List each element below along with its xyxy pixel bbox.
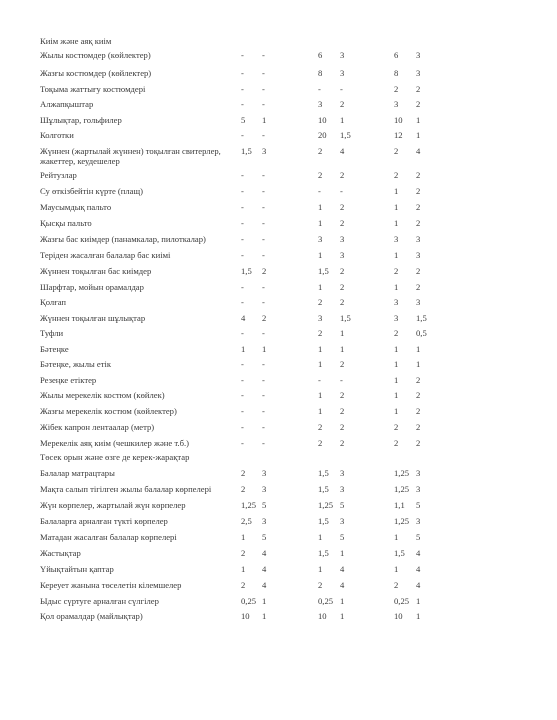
item-name: Жүннен тоқылған бас киімдер <box>40 266 152 276</box>
item-name: Теріден жасалған балалар бас киімі <box>40 250 171 260</box>
value-cell: - <box>241 99 244 109</box>
value-cell: 1,25 <box>394 468 410 478</box>
item-name: Маусымдық пальто <box>40 202 112 212</box>
value-cell: 1 <box>416 359 421 369</box>
value-cell: 3 <box>394 313 399 323</box>
value-cell: 2 <box>241 580 246 590</box>
item-name: Тоқыма жаттығу костюмдері <box>40 84 146 94</box>
value-cell: 2 <box>416 266 421 276</box>
value-cell: - <box>241 359 244 369</box>
value-cell: 3 <box>340 50 345 60</box>
item-name: Бәтеңке <box>40 344 69 354</box>
item-name: Туфли <box>40 328 64 338</box>
value-cell: - <box>241 218 244 228</box>
value-cell: 3 <box>340 234 345 244</box>
value-cell: 1 <box>394 359 399 369</box>
value-cell: - <box>262 99 265 109</box>
value-cell: 1 <box>394 375 399 385</box>
value-cell: 1,1 <box>394 500 405 510</box>
value-cell: 1 <box>241 564 246 574</box>
section-title: Киім және аяқ киім <box>40 36 112 46</box>
value-cell: 2 <box>416 202 421 212</box>
value-cell: 0,25 <box>394 596 410 606</box>
value-cell: 1 <box>416 611 421 621</box>
value-cell: 1,5 <box>318 468 329 478</box>
value-cell: 2 <box>318 580 323 590</box>
value-cell: 1 <box>394 532 399 542</box>
value-cell: - <box>262 84 265 94</box>
value-cell: 2 <box>318 422 323 432</box>
value-cell: 1,5 <box>340 130 351 140</box>
value-cell: - <box>241 438 244 448</box>
value-cell: 4 <box>416 580 421 590</box>
value-cell: 6 <box>318 50 323 60</box>
value-cell: 2 <box>262 266 267 276</box>
item-name: Жазғы мерекелік костюм (көйлектер) <box>40 406 177 416</box>
value-cell: 3 <box>394 297 399 307</box>
value-cell: - <box>241 50 244 60</box>
value-cell: 3 <box>262 468 267 478</box>
value-cell: 2,5 <box>241 516 252 526</box>
value-cell: 3 <box>416 250 421 260</box>
item-name: Колготки <box>40 130 74 140</box>
value-cell: 2 <box>340 218 345 228</box>
value-cell: 1,25 <box>394 516 410 526</box>
value-cell: 3 <box>394 234 399 244</box>
value-cell: 4 <box>416 564 421 574</box>
item-name: Жазғы костюмдер (көйлектер) <box>40 68 152 78</box>
value-cell: 1 <box>318 390 323 400</box>
value-cell: 5 <box>416 500 421 510</box>
item-name: Шарфтар, мойын орамалдар <box>40 282 144 292</box>
value-cell: - <box>241 390 244 400</box>
value-cell: 1 <box>394 202 399 212</box>
value-cell: - <box>241 406 244 416</box>
value-cell: 8 <box>394 68 399 78</box>
value-cell: - <box>241 297 244 307</box>
value-cell: 2 <box>416 170 421 180</box>
value-cell: 1 <box>318 564 323 574</box>
value-cell: 4 <box>416 548 421 558</box>
value-cell: 1 <box>394 250 399 260</box>
value-cell: 2 <box>318 297 323 307</box>
value-cell: 1 <box>340 344 345 354</box>
value-cell: - <box>241 282 244 292</box>
value-cell: 1 <box>394 186 399 196</box>
value-cell: 2 <box>416 390 421 400</box>
value-cell: - <box>262 186 265 196</box>
value-cell: 1 <box>262 344 267 354</box>
value-cell: 10 <box>318 611 327 621</box>
value-cell: 6 <box>394 50 399 60</box>
item-name: Резеңке етіктер <box>40 375 97 385</box>
value-cell: - <box>262 359 265 369</box>
item-name: Ыдыс сүртуге арналған сүлгілер <box>40 596 159 606</box>
value-cell: 2 <box>416 99 421 109</box>
value-cell: 2 <box>241 468 246 478</box>
item-name: Жылы костюмдер (көйлектер) <box>40 50 151 60</box>
value-cell: 2 <box>340 170 345 180</box>
value-cell: - <box>241 84 244 94</box>
value-cell: 2 <box>340 202 345 212</box>
value-cell: 0,25 <box>318 596 334 606</box>
item-name: Мерекелік аяқ киім (чешкилер және т.б.) <box>40 438 189 448</box>
value-cell: 1 <box>318 218 323 228</box>
item-name: Бәтеңке, жылы етік <box>40 359 112 369</box>
value-cell: 3 <box>262 516 267 526</box>
value-cell: 5 <box>241 115 246 125</box>
value-cell: - <box>262 438 265 448</box>
value-cell: 10 <box>318 115 327 125</box>
value-cell: 3 <box>318 234 323 244</box>
value-cell: - <box>262 406 265 416</box>
value-cell: - <box>262 282 265 292</box>
value-cell: 1,5 <box>241 266 252 276</box>
value-cell: 1 <box>340 611 345 621</box>
value-cell: 1 <box>394 282 399 292</box>
value-cell: - <box>241 422 244 432</box>
section-title: Төсек орын және өзге де керек-жарақтар <box>40 452 190 462</box>
value-cell: 4 <box>262 548 267 558</box>
item-name: Жүн көрпелер, жартылай жүн көрпелер <box>40 500 186 510</box>
value-cell: 1,5 <box>318 516 329 526</box>
value-cell: 1 <box>416 115 421 125</box>
value-cell: 10 <box>241 611 250 621</box>
value-cell: 2 <box>416 84 421 94</box>
value-cell: 1 <box>262 596 267 606</box>
value-cell: - <box>262 130 265 140</box>
value-cell: 2 <box>340 266 345 276</box>
value-cell: - <box>262 328 265 338</box>
item-name: Алжапқыштар <box>40 99 94 109</box>
value-cell: 2 <box>241 484 246 494</box>
value-cell: 1 <box>394 390 399 400</box>
value-cell: 4 <box>262 580 267 590</box>
value-cell: 5 <box>416 532 421 542</box>
value-cell: - <box>241 68 244 78</box>
value-cell: 2 <box>340 390 345 400</box>
value-cell: 2 <box>340 297 345 307</box>
value-cell: 1 <box>318 344 323 354</box>
value-cell: 2 <box>394 422 399 432</box>
value-cell: 0,5 <box>416 328 427 338</box>
value-cell: - <box>241 375 244 385</box>
value-cell: 3 <box>416 484 421 494</box>
value-cell: 4 <box>340 564 345 574</box>
item-name: Су өткізбейтін күрте (плащ) <box>40 186 143 196</box>
item-name: Жібек капрон лентаалар (метр) <box>40 422 155 432</box>
value-cell: 1,25 <box>241 500 257 510</box>
value-cell: 3 <box>340 250 345 260</box>
value-cell: - <box>262 375 265 385</box>
value-cell: 3 <box>394 99 399 109</box>
value-cell: 4 <box>340 146 345 156</box>
value-cell: 1 <box>241 532 246 542</box>
value-cell: 3 <box>340 484 345 494</box>
value-cell: 1,5 <box>416 313 427 323</box>
value-cell: - <box>262 218 265 228</box>
value-cell: 1 <box>394 218 399 228</box>
value-cell: 1,25 <box>318 500 334 510</box>
value-cell: 2 <box>394 328 399 338</box>
value-cell: 1,5 <box>340 313 351 323</box>
item-name: Матадан жасалған балалар көрпелері <box>40 532 177 542</box>
value-cell: 3 <box>340 516 345 526</box>
item-name: Жастықтар <box>40 548 81 558</box>
value-cell: - <box>318 186 321 196</box>
value-cell: 1 <box>318 532 323 542</box>
value-cell: 1,5 <box>394 548 405 558</box>
item-name: Қол орамалдар (майлықтар) <box>40 611 143 621</box>
value-cell: 1,25 <box>394 484 410 494</box>
value-cell: 1,5 <box>241 146 252 156</box>
value-cell: 2 <box>416 282 421 292</box>
value-cell: 3 <box>416 234 421 244</box>
value-cell: 1 <box>394 344 399 354</box>
value-cell: 4 <box>262 564 267 574</box>
value-cell: 1 <box>318 202 323 212</box>
value-cell: 2 <box>416 422 421 432</box>
value-cell: 2 <box>340 438 345 448</box>
value-cell: 2 <box>394 438 399 448</box>
value-cell: 4 <box>416 146 421 156</box>
value-cell: - <box>318 84 321 94</box>
value-cell: 1,5 <box>318 266 329 276</box>
value-cell: - <box>262 234 265 244</box>
value-cell: 4 <box>241 313 246 323</box>
value-cell: 2 <box>416 218 421 228</box>
item-name: Жазғы бас киімдер (панамкалар, пилоткалар) <box>40 234 206 244</box>
value-cell: 2 <box>318 146 323 156</box>
value-cell: 1 <box>241 344 246 354</box>
value-cell: 3 <box>318 313 323 323</box>
value-cell: 2 <box>394 266 399 276</box>
value-cell: 1 <box>416 130 421 140</box>
value-cell: 1,5 <box>318 548 329 558</box>
value-cell: 1 <box>416 596 421 606</box>
value-cell: 1 <box>318 250 323 260</box>
value-cell: 1 <box>262 115 267 125</box>
value-cell: 3 <box>262 484 267 494</box>
value-cell: 2 <box>394 170 399 180</box>
value-cell: 3 <box>340 468 345 478</box>
value-cell: - <box>262 68 265 78</box>
value-cell: 1 <box>416 344 421 354</box>
value-cell: 3 <box>416 516 421 526</box>
value-cell: 12 <box>394 130 403 140</box>
value-cell: 1 <box>340 328 345 338</box>
value-cell: 2 <box>340 99 345 109</box>
value-cell: 2 <box>416 375 421 385</box>
value-cell: - <box>318 375 321 385</box>
value-cell: 3 <box>416 297 421 307</box>
value-cell: 5 <box>340 500 345 510</box>
value-cell: 2 <box>318 170 323 180</box>
value-cell: - <box>262 390 265 400</box>
value-cell: - <box>241 186 244 196</box>
value-cell: - <box>340 375 343 385</box>
value-cell: - <box>241 250 244 260</box>
item-name: Кереует жанына төселетін кілемшелер <box>40 580 182 590</box>
value-cell: 2 <box>340 406 345 416</box>
item-name: Жүннен тоқылған шұлықтар <box>40 313 146 323</box>
item-name: Балалар матрацтары <box>40 468 115 478</box>
value-cell: 2 <box>394 146 399 156</box>
value-cell: - <box>262 50 265 60</box>
value-cell: 3 <box>416 468 421 478</box>
item-name: Қысқы пальто <box>40 218 92 228</box>
value-cell: 1 <box>318 406 323 416</box>
value-cell: 3 <box>416 50 421 60</box>
value-cell: 20 <box>318 130 327 140</box>
item-name: Балаларға арналған түкті көрпелер <box>40 516 168 526</box>
value-cell: 10 <box>394 115 403 125</box>
value-cell: 3 <box>416 68 421 78</box>
value-cell: - <box>241 234 244 244</box>
value-cell: 2 <box>416 438 421 448</box>
item-name: Рейтузлар <box>40 170 77 180</box>
value-cell: 1 <box>394 406 399 416</box>
value-cell: - <box>262 250 265 260</box>
value-cell: 5 <box>340 532 345 542</box>
value-cell: - <box>241 130 244 140</box>
value-cell: - <box>262 422 265 432</box>
value-cell: - <box>262 170 265 180</box>
value-cell: 0,25 <box>241 596 257 606</box>
value-cell: 1 <box>340 596 345 606</box>
value-cell: 2 <box>394 84 399 94</box>
value-cell: - <box>340 186 343 196</box>
item-name: Мақта салып тігілген жылы балалар көрпелері <box>40 484 212 494</box>
value-cell: 8 <box>318 68 323 78</box>
value-cell: - <box>241 328 244 338</box>
value-cell: 1 <box>340 548 345 558</box>
value-cell: 2 <box>241 548 246 558</box>
item-name: Шұлықтар, гольфилер <box>40 115 122 125</box>
value-cell: 10 <box>394 611 403 621</box>
value-cell: 2 <box>416 406 421 416</box>
value-cell: - <box>241 202 244 212</box>
value-cell: 2 <box>340 422 345 432</box>
item-name: Үйықтайтын қаптар <box>40 564 114 574</box>
value-cell: 5 <box>262 532 267 542</box>
value-cell: 2 <box>394 580 399 590</box>
value-cell: 5 <box>262 500 267 510</box>
value-cell: - <box>241 170 244 180</box>
value-cell: 3 <box>262 146 267 156</box>
value-cell: 2 <box>318 328 323 338</box>
value-cell: 1 <box>340 115 345 125</box>
value-cell: 1 <box>318 282 323 292</box>
item-name: Жүннен (жартылай жүннен) тоқылған свитерлер, жакеттер, кеудешелер <box>40 146 221 166</box>
item-name: Қолғап <box>40 297 67 307</box>
value-cell: - <box>340 84 343 94</box>
value-cell: - <box>262 202 265 212</box>
value-cell: 2 <box>340 359 345 369</box>
value-cell: - <box>262 297 265 307</box>
value-cell: 2 <box>262 313 267 323</box>
value-cell: 3 <box>318 99 323 109</box>
value-cell: 1 <box>394 564 399 574</box>
item-name: Жылы мерекелік костюм (көйлек) <box>40 390 165 400</box>
value-cell: 1 <box>318 359 323 369</box>
value-cell: 2 <box>340 282 345 292</box>
value-cell: 2 <box>416 186 421 196</box>
value-cell: 4 <box>340 580 345 590</box>
value-cell: 2 <box>318 438 323 448</box>
value-cell: 1,5 <box>318 484 329 494</box>
value-cell: 3 <box>340 68 345 78</box>
value-cell: 1 <box>262 611 267 621</box>
